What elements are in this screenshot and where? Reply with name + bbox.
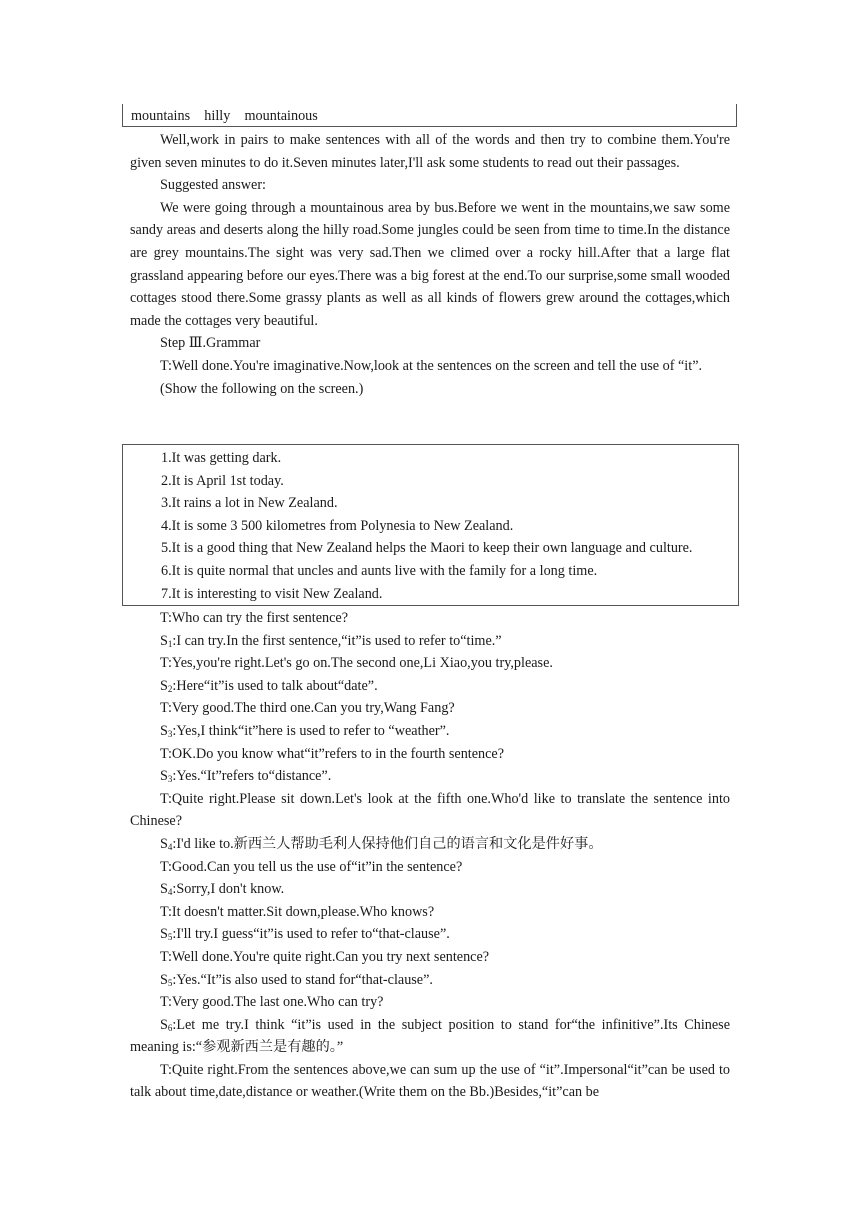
speaker: S <box>160 722 168 739</box>
dialogue-line <box>130 607 730 630</box>
speaker-number: 5 <box>167 932 173 943</box>
speaker: T <box>160 700 168 717</box>
instruction-paragraph: Well,work in pairs to make sentences with all of the words and then try to combine them.You're given seven minutes to do it.Seven minutes later,I'll ask some students to read out their passages. <box>130 132 730 171</box>
utterance: :I'd like to.新西兰人帮助毛利人保持他们自己的语言和文化是件好事。 <box>172 835 603 852</box>
sentence-item: 2.It is April 1st today. <box>161 472 284 489</box>
utterance: :I can try.In the first sentence,“it”is used to refer to“time.” <box>172 632 502 649</box>
utterance: :Quite right.From the sentences above,we can sum up the use of “it”.Impersonal“it”can be used to talk about time,date,distance or weather.(Write them on the Bb.)Besides,“it”can be <box>130 1061 730 1101</box>
speaker-number: 6 <box>167 1022 173 1033</box>
dialogue-line <box>130 946 730 969</box>
speaker: T <box>160 858 168 875</box>
dialogue-line <box>130 991 730 1014</box>
speaker: S <box>160 632 168 649</box>
screen-sentences-box <box>122 444 739 606</box>
dialogue-line <box>130 923 730 946</box>
dialogue-line <box>130 675 730 698</box>
speaker: S <box>160 835 168 852</box>
utterance: :Who can try the first sentence? <box>167 610 348 626</box>
speaker: T <box>160 948 168 965</box>
dialogue-line <box>130 720 730 743</box>
step-heading: Step Ⅲ.Grammar <box>160 335 261 352</box>
speaker: T <box>160 1061 168 1078</box>
speaker: T <box>160 610 168 626</box>
speaker-number: 3 <box>167 774 173 785</box>
utterance: :OK.Do you know what“it”refers to in the fourth sentence? <box>167 745 505 762</box>
dialogue-line <box>130 765 730 788</box>
teacher-line: T:Well done.You're imaginative.Now,look at the sentences on the screen and tell the use of “it”. <box>160 357 703 374</box>
utterance: :Yes,you're right.Let's go on.The second one,Li Xiao,you try,please. <box>167 655 553 672</box>
dialogue-section <box>130 607 730 1104</box>
dialogue-line <box>130 901 730 924</box>
speaker: S <box>160 971 168 988</box>
dialogue-line <box>130 833 730 856</box>
speaker: S <box>160 1016 168 1033</box>
dialogue-line <box>130 1014 730 1059</box>
speaker-number: 5 <box>167 977 173 988</box>
speaker-number: 4 <box>167 887 173 898</box>
speaker-number: 2 <box>167 683 173 694</box>
speaker: T <box>160 655 168 672</box>
speaker: T <box>160 745 168 762</box>
utterance: :Yes,I think“it”here is used to refer to “weather”. <box>172 722 450 739</box>
speaker: S <box>160 677 168 694</box>
speaker: T <box>160 994 168 1011</box>
dialogue-line <box>130 878 730 901</box>
utterance: :Yes.“It”refers to“distance”. <box>172 768 332 785</box>
word-list-box <box>122 104 737 127</box>
utterance: :Quite right.Please sit down.Let's look at the fifth one.Who'd like to translate the sentence into Chinese? <box>130 790 730 830</box>
utterance: :It doesn't matter.Sit down,please.Who knows? <box>167 903 435 920</box>
utterance: :Good.Can you tell us the use of“it”in the sentence? <box>167 858 463 875</box>
utterance: :Well done.You're quite right.Can you try next sentence? <box>167 948 490 965</box>
sentence-item: 1.It was getting dark. <box>161 450 282 466</box>
suggested-answer-paragraph: We were going through a mountainous area by bus.Before we went in the mountains,we saw some sandy areas and deserts along the hilly road.Some jungles could be seen from time to time.In the distance are grey mountains.The sight was very sad.Then we climed over a rocky hill.After that a large flat grassland appearing before our eyes.There was a big forest at the end.To our surprise,some small wooded cottages stood there.Some grassy plants as well as all kinds of flowers grew around the cottages,which made the cottages very beautiful. <box>130 199 730 329</box>
utterance: :Yes.“It”is also used to stand for“that-clause”. <box>172 971 433 988</box>
dialogue-line <box>130 1059 730 1104</box>
suggested-answer-label: Suggested answer: <box>160 177 266 194</box>
speaker-number: 1 <box>167 638 173 649</box>
speaker-number: 4 <box>167 841 173 852</box>
speaker-number: 3 <box>167 728 173 739</box>
dialogue-line <box>130 697 730 720</box>
utterance: :Here“it”is used to talk about“date”. <box>172 677 378 694</box>
speaker: S <box>160 768 168 785</box>
sentence-item: 3.It rains a lot in New Zealand. <box>161 495 338 512</box>
speaker: T <box>160 903 168 920</box>
utterance: :I'll try.I guess“it”is used to refer to“that-clause”. <box>172 926 450 943</box>
speaker: T <box>160 790 168 807</box>
utterance: :Very good.The third one.Can you try,Wang Fang? <box>167 700 455 717</box>
stage-direction: (Show the following on the screen.) <box>160 380 364 397</box>
dialogue-line <box>130 788 730 833</box>
sentence-item: 4.It is some 3 500 kilometres from Polynesia to New Zealand. <box>161 517 514 534</box>
speaker: S <box>160 881 168 898</box>
speaker: S <box>160 926 168 943</box>
utterance: :Very good.The last one.Who can try? <box>167 994 384 1011</box>
utterance: :Let me try.I think “it”is used in the subject position to stand for“the infinitive”.Its Chinese meaning is:“参观新西兰是有趣的。” <box>130 1016 730 1056</box>
screen-sentences-list <box>123 447 692 605</box>
utterance: :Sorry,I don't know. <box>172 881 285 898</box>
sentence-item: 7.It is interesting to visit New Zealand. <box>161 585 383 602</box>
dialogue-line <box>130 652 730 675</box>
sentence-item: 5.It is a good thing that New Zealand helps the Maori to keep their own language and culture. <box>161 540 693 557</box>
dialogue-line <box>130 969 730 992</box>
word-list: mountains hilly mountainous <box>131 108 318 124</box>
dialogue-line <box>130 630 730 653</box>
dialogue-line <box>130 856 730 879</box>
intro-section <box>130 129 730 400</box>
dialogue-line <box>130 743 730 766</box>
sentence-item: 6.It is quite normal that uncles and aunts live with the family for a long time. <box>161 562 598 579</box>
